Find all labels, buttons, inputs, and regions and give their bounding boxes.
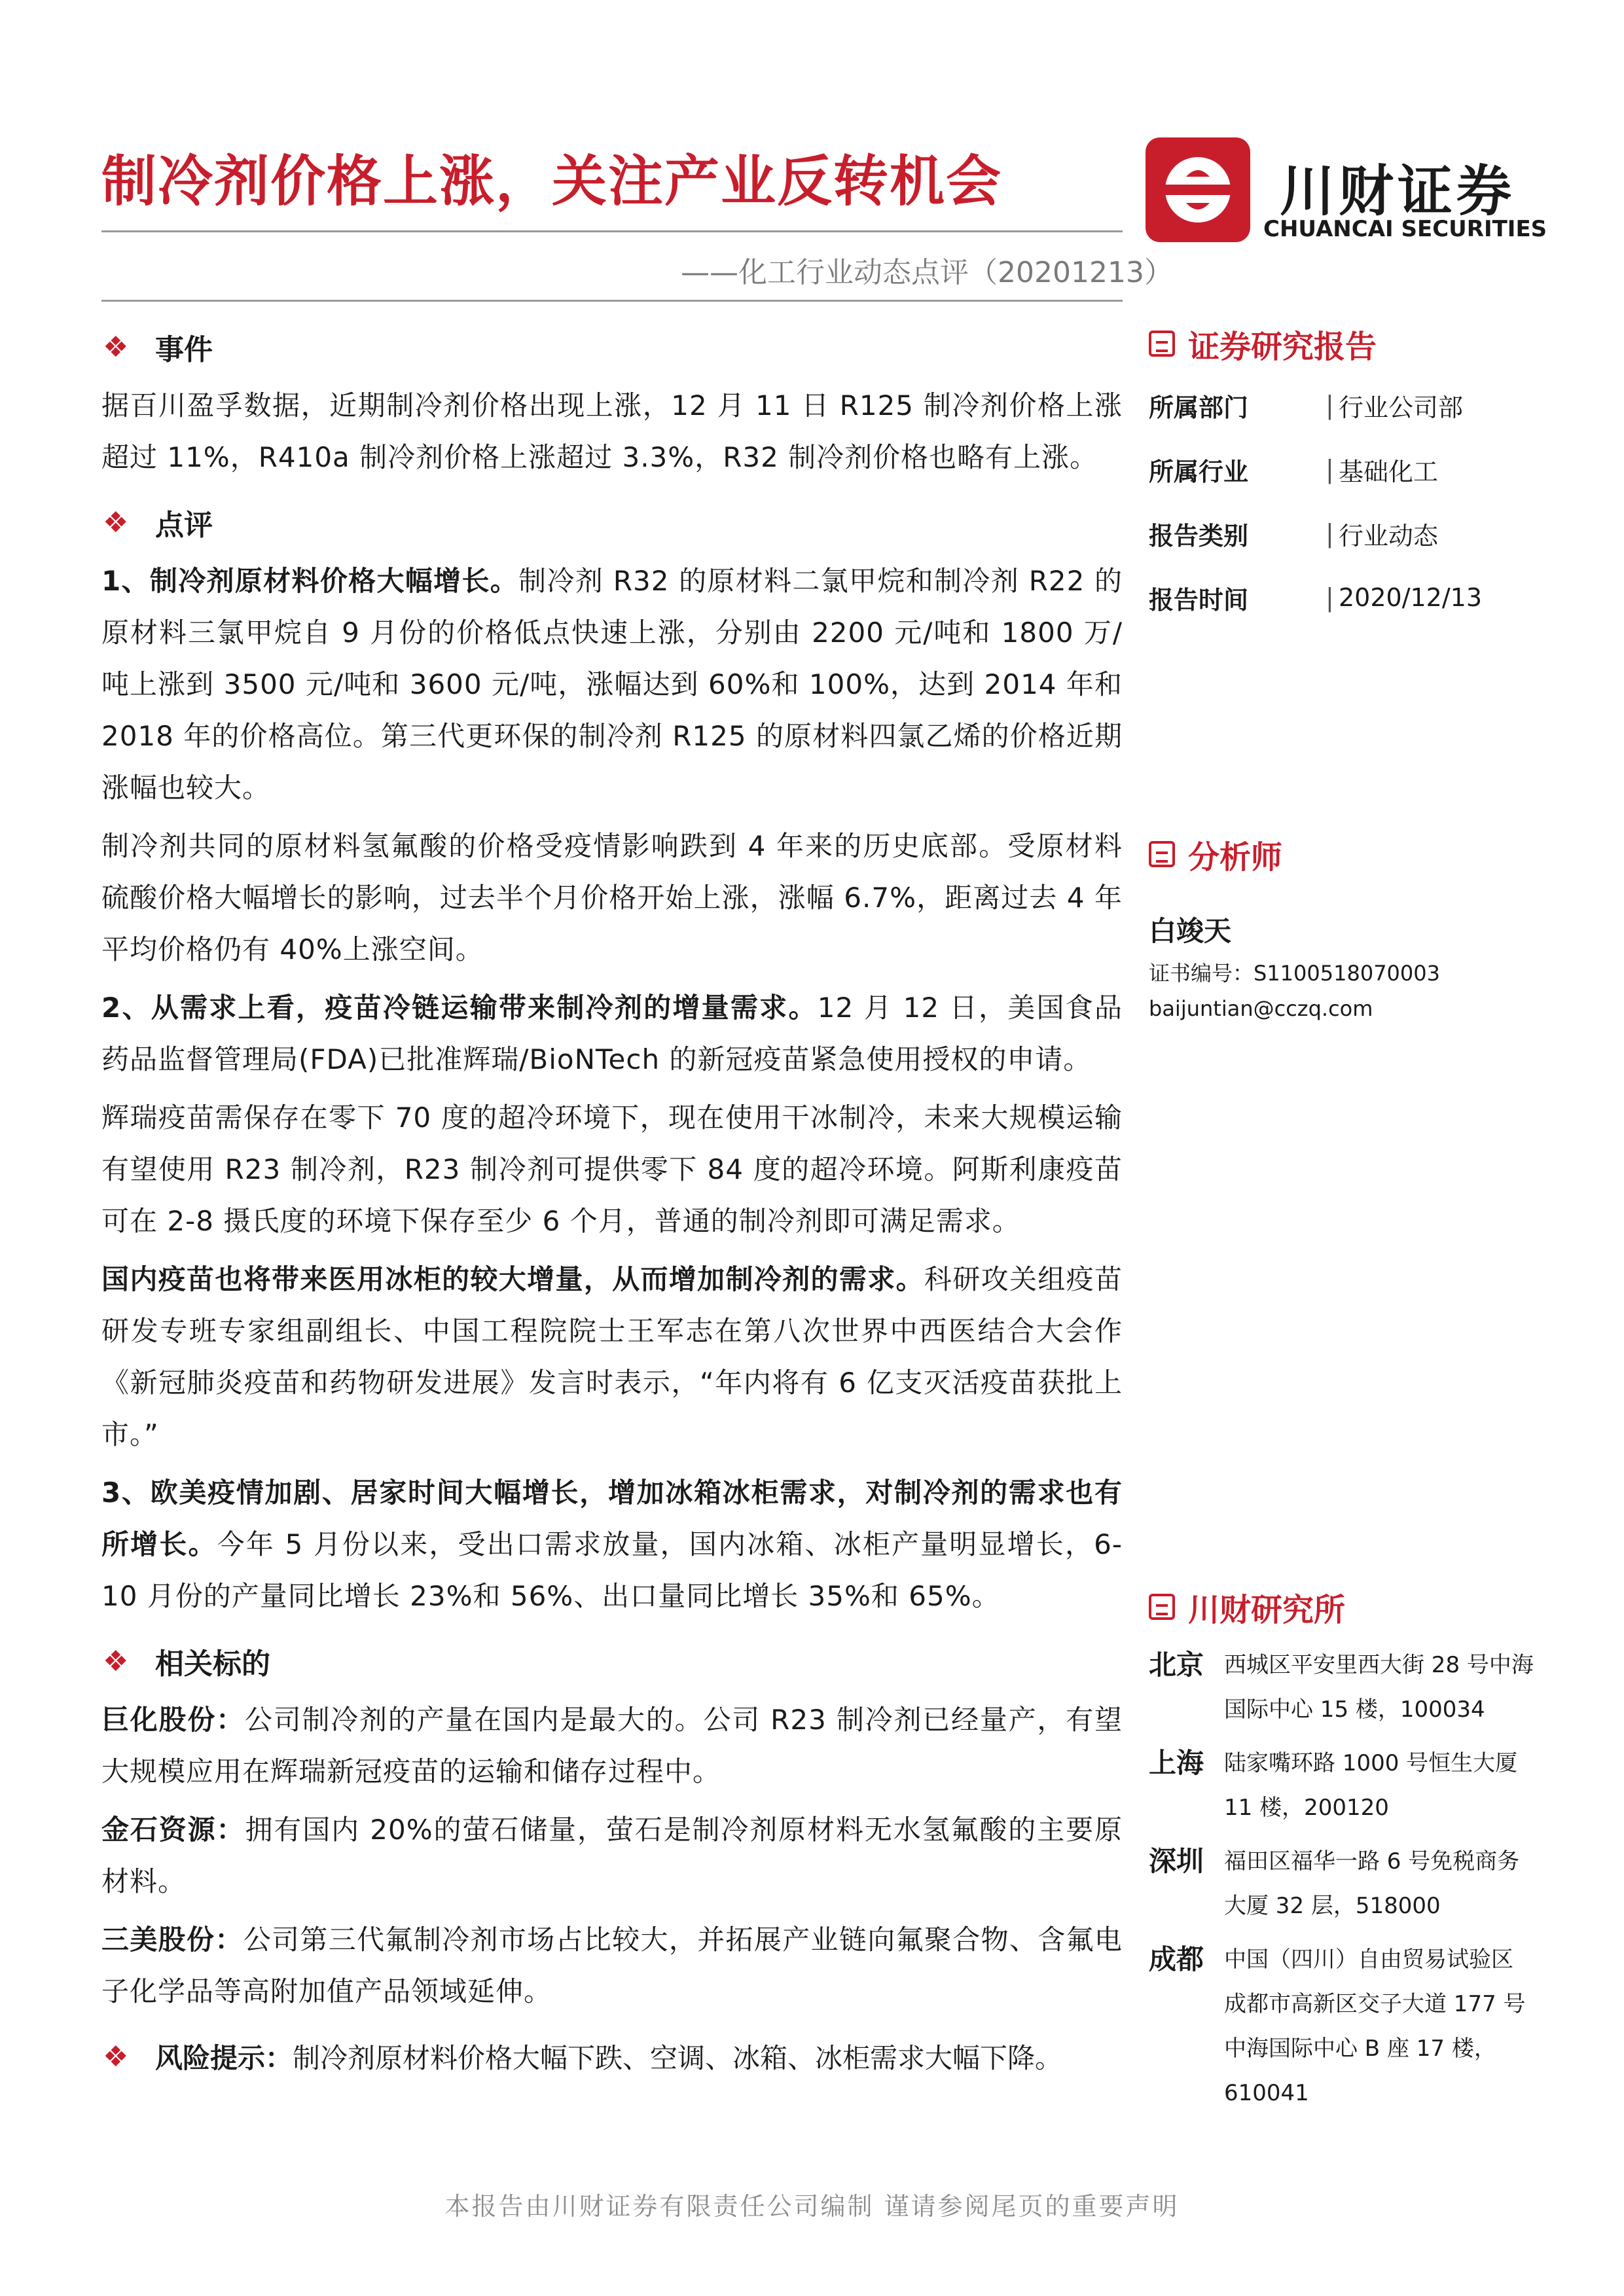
section-risk: [101, 2024, 1123, 2089]
report-subtitle: ——化工行业动态点评（20201213）: [681, 256, 1173, 289]
risk-text: 制冷剂原材料价格大幅下跌、空调、冰箱、冰柜需求大幅下降。: [293, 2042, 1063, 2074]
comment-paragraph-6: 3、欧美疫情加剧、居家时间大幅增长，增加冰箱冰柜需求，对制冷剂的需求也有所增长。今年 5 月份以来，受出口需求放量，国内冰箱、冰柜产量明显增长，6-10 月份的产量同比增长 23%和 56%、出口量同比增长 35%和 65%。: [101, 1477, 1123, 1612]
event-paragraph: 据百川盈孚数据，近期制冷剂价格出现上涨，12 月 11 日 R125 制冷剂价格上涨超过 11%，R410a 制冷剂价格上涨超过 3.3%，R32 制冷剂价格也略有上涨。: [101, 389, 1123, 473]
institute-icon: [1149, 1594, 1175, 1620]
report-info-panel: [1149, 321, 1535, 630]
comment-paragraph-1: 1、制冷剂原材料价格大幅增长。制冷剂 R32 的原材料二氯甲烷和制冷剂 R22 的原材料三氯甲烷自 9 月份的价格低点快速上涨，分别由 2200 元/吨和 1800 万/吨上涨到 3500 元/吨和 3600 元/吨，涨幅达到 60%和 100%，达到 2014 年和 2018 年的价格高位。第三代更环保的制冷剂 R125 的原材料四氯乙烯的价格近期涨幅也较大。: [101, 565, 1123, 804]
institute-heading: 川财研究所: [1149, 1584, 1535, 1630]
analyst-icon: [1149, 841, 1175, 867]
header-divider-bottom: [101, 300, 1123, 302]
institute-panel: [1149, 1584, 1535, 2125]
footer-disclaimer: 本报告由川财证券有限责任公司编制 谨请参阅尾页的重要声明: [444, 2192, 1180, 2221]
diamond-bullet-icon: ❖: [103, 1644, 129, 1678]
comment-paragraph-3: 2、从需求上看，疫苗冷链运输带来制冷剂的增量需求。12 月 12 日，美国食品药品监督管理局(FDA)已批准辉瑞/BioNTech 的新冠疫苗紧急使用授权的申请。: [101, 992, 1123, 1075]
logo-name-cn: 川财证券: [1280, 159, 1516, 223]
report-icon: [1149, 331, 1175, 357]
diamond-bullet-icon: ❖: [103, 330, 129, 364]
analyst-name: 白竣天: [1149, 915, 1232, 947]
comment-paragraph-4: 辉瑞疫苗需保存在零下 70 度的超冷环境下，现在使用干冰制冷，未来大规模运输有望使用 R23 制冷剂，R23 制冷剂可提供零下 84 度的超冷环境。阿斯利康疫苗可在 2-8 摄氏度的环境下保存至少 6 个月，普通的制冷剂即可满足需求。: [101, 1102, 1123, 1237]
office-beijing: 北京 西城区平安里西大街 28 号中海国际中心 15 楼，100034: [1149, 1649, 1534, 1723]
office-shenzhen: 深圳 福田区福华一路 6 号免税商务大厦 32 层，518000: [1149, 1845, 1520, 1919]
risk-label: 风险提示：: [155, 2042, 293, 2074]
office-chengdu: 成都 中国（四川）自由贸易试验区成都市高新区交子大道 177 号中海国际中心 B 座 17 楼，610041: [1149, 1943, 1526, 2106]
chuancai-logo-icon: [1146, 137, 1250, 242]
info-row-date: 报告时间 | 2020/12/13: [1149, 583, 1483, 615]
section-heading: 相关标的: [155, 1647, 270, 1681]
main-content: [101, 314, 1123, 2089]
diamond-bullet-icon: ❖: [103, 505, 129, 539]
analyst-cert: 证书编号：S1100518070003: [1149, 961, 1440, 986]
analyst-panel: [1149, 831, 1535, 1026]
logo-name-en: CHUANCAI SECURITIES: [1263, 216, 1547, 242]
info-row-dept: 所属部门 | 行业公司部: [1149, 391, 1464, 422]
analyst-email[interactable]: baijuntian@cczq.com: [1149, 996, 1373, 1021]
section-heading: 事件: [155, 333, 213, 367]
section-event: [101, 314, 1123, 380]
office-shanghai: 上海 陆家嘴环路 1000 号恒生大厦 11 楼，200120: [1149, 1747, 1518, 1821]
company-paragraph-3: 三美股份：公司第三代氟制冷剂市场占比较大，并拓展产业链向氟聚合物、含氟电子化学品等高附加值产品领域延伸。: [101, 1924, 1123, 2007]
company-paragraph-1: 巨化股份：公司制冷剂的产量在国内是最大的。公司 R23 制冷剂已经量产，有望大规模应用在辉瑞新冠疫苗的运输和储存过程中。: [101, 1704, 1123, 1787]
comment-paragraph-5: 国内疫苗也将带来医用冰柜的较大增量，从而增加制冷剂的需求。科研攻关组疫苗研发专班专家组副组长、中国工程院院士王军志在第八次世界中西医结合大会作《新冠肺炎疫苗和药物研发进展》发言时表示，“年内将有 6 亿支灭活疫苗获批上市。”: [101, 1263, 1123, 1450]
info-row-type: 报告类别 | 行业动态: [1149, 519, 1439, 550]
section-heading: 点评: [155, 509, 213, 542]
section-comment: [101, 490, 1123, 555]
diamond-bullet-icon: ❖: [103, 2039, 129, 2073]
info-row-industry: 所属行业 | 基础化工: [1149, 455, 1439, 486]
report-info-heading: 证券研究报告: [1149, 321, 1535, 367]
report-title: 制冷剂价格上涨，关注产业反转机会: [101, 149, 1003, 213]
company-paragraph-2: 金石资源：拥有国内 20%的萤石储量，萤石是制冷剂原材料无水氢氟酸的主要原材料。: [101, 1814, 1123, 1897]
section-related: [101, 1628, 1123, 1694]
comment-paragraph-2: 制冷剂共同的原材料氢氟酸的价格受疫情影响跌到 4 年来的历史底部。受原材料硫酸价格大幅增长的影响，过去半个月价格开始上涨，涨幅 6.7%，距离过去 4 年平均价格仍有 40%上涨空间。: [101, 830, 1123, 965]
analyst-heading: 分析师: [1149, 831, 1535, 877]
header-divider: [101, 230, 1123, 232]
